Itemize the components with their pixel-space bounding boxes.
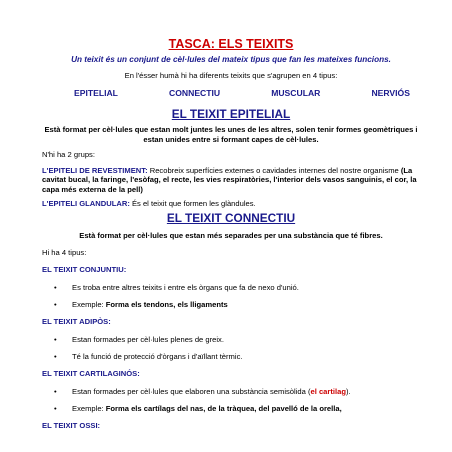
bullet-icon: • xyxy=(54,352,57,361)
connectiu-types-intro: Hi ha 4 tipus: xyxy=(42,248,87,257)
list-item xyxy=(42,387,420,397)
list-item-text: Estan formades per cèl·lules plenes de greix. xyxy=(72,334,224,344)
list-item-emphasis: Forma els cartílags del nas, de la tràquea, del pavelló de la orella, xyxy=(105,404,342,413)
list-item-text: Té la funció de protecció d'òrgans i d'aïllant tèrmic. xyxy=(72,352,243,361)
conjuntiu-list xyxy=(42,283,420,310)
epitelial-heading: EL TEIXIT EPITELIAL xyxy=(171,107,291,121)
cartilagin-heading: EL TEIXIT CARTILAGINÓS: xyxy=(42,368,140,378)
adipos-heading: EL TEIXIT ADIPÒS: xyxy=(42,316,111,326)
revestiment-examples: (La cavitat bucal, la faringe, l'esòfag, el recte, les vies respiratòries, l'interior dels vasos sanguinis, el cor, la capa més externa de la pell) xyxy=(42,165,417,194)
tissue-types-row xyxy=(74,87,410,99)
list-item xyxy=(42,335,420,345)
bullet-icon: • xyxy=(54,404,57,413)
connectiu-heading: EL TEIXIT CONNECTIU xyxy=(166,210,296,225)
epitelial-description: Està format per cèl·lules que estan molt juntes les unes de les altres, solen tenir formes geomètriques i estan unides entre si formant capes de cèl·lules. xyxy=(44,125,418,144)
list-item xyxy=(42,352,420,362)
glandular-text: És el teixit que formen les glàndules. xyxy=(129,199,256,208)
epitelial-groups-intro: N'hi ha 2 grups: xyxy=(42,150,95,159)
bullet-icon: • xyxy=(54,334,57,344)
bullet-icon: • xyxy=(54,386,57,396)
connectiu-description: Està format per cèl·lules que estan més separades per una substància que té fibres. xyxy=(79,230,383,240)
glandular-paragraph xyxy=(42,199,420,209)
type-connectiu: CONNECTIU xyxy=(169,88,221,98)
definition-subtitle: Un teixit és un conjunt de cèl·lules del mateix tipus que fan les mateixes funcions. xyxy=(71,55,391,64)
list-item xyxy=(42,300,420,310)
list-item xyxy=(42,283,420,293)
bullet-icon: • xyxy=(54,300,57,309)
list-item-text: ). xyxy=(345,386,351,396)
revestiment-label: L'EPITELI DE REVESTIMENT: xyxy=(42,165,148,175)
list-item-text: Exemple: xyxy=(72,404,106,413)
revestiment-text: Recobreix superfícies externes o cavidades internes del nostre organisme xyxy=(147,165,401,175)
type-epitelial: EPITELIAL xyxy=(74,88,118,98)
conjuntiu-heading: EL TEIXIT CONJUNTIU: xyxy=(42,264,127,274)
list-item-text: Es troba entre altres teixits i entre els òrgans que fa de nexo d'unió. xyxy=(72,282,299,292)
type-nervios: NERVIÓS xyxy=(371,88,410,98)
cartilagin-list xyxy=(42,387,420,414)
list-item-text: Estan formades per cèl·lules que elaboren una substància semisòlida ( xyxy=(72,386,311,396)
list-item-emphasis: Forma els tendons, els lligaments xyxy=(105,300,228,309)
intro-text: En l'ésser humà hi ha diferents teixits que s'agrupen en 4 tipus: xyxy=(124,71,338,80)
ossi-heading: EL TEIXIT OSSI: xyxy=(42,420,101,430)
list-item xyxy=(42,404,420,414)
list-item-text: Exemple: xyxy=(72,300,106,309)
adipos-list xyxy=(42,335,420,362)
list-item-highlight: el cartilag xyxy=(310,386,346,396)
page-title: TASCA: ELS TEIXITS xyxy=(168,37,294,51)
bullet-icon: • xyxy=(54,282,57,292)
type-muscular: MUSCULAR xyxy=(271,88,321,98)
glandular-label: L'EPITELI GLANDULAR: xyxy=(42,199,130,208)
revestiment-paragraph xyxy=(42,166,420,195)
